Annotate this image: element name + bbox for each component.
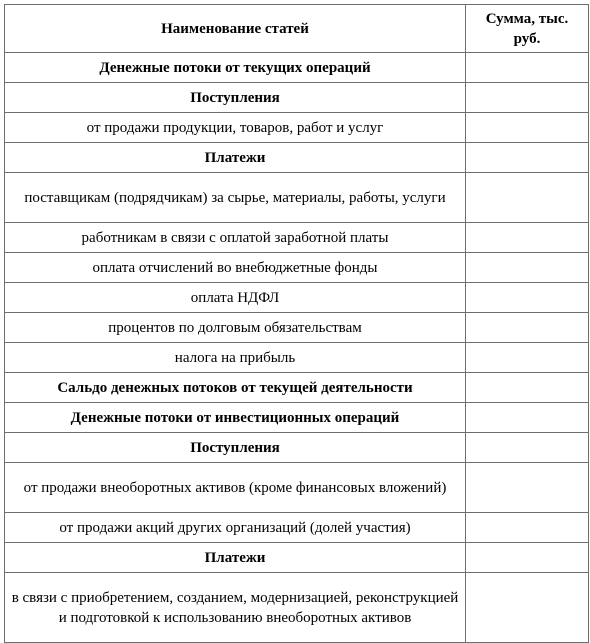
row-value[interactable] — [466, 223, 589, 253]
row-label: Платежи — [5, 543, 466, 573]
row-value[interactable] — [466, 83, 589, 113]
row-value[interactable] — [466, 403, 589, 433]
header-item-name: Наименование статей — [5, 5, 466, 53]
row-label: от продажи внеоборотных активов (кроме финансовых вложений) — [5, 463, 466, 513]
row-label: Сальдо денежных потоков от текущей деятельности — [5, 373, 466, 403]
row-value[interactable] — [466, 543, 589, 573]
row-label: Денежные потоки от текущих операций — [5, 53, 466, 83]
row-value[interactable] — [466, 173, 589, 223]
row-value[interactable] — [466, 313, 589, 343]
table-row — [5, 463, 589, 513]
table-row — [5, 113, 589, 143]
table-header-row — [5, 5, 589, 53]
table-row — [5, 253, 589, 283]
table-row — [5, 513, 589, 543]
table-row — [5, 173, 589, 223]
row-value[interactable] — [466, 143, 589, 173]
table-row — [5, 223, 589, 253]
row-value[interactable] — [466, 513, 589, 543]
row-label: Платежи — [5, 143, 466, 173]
row-value[interactable] — [466, 283, 589, 313]
row-value[interactable] — [466, 53, 589, 83]
row-label: Денежные потоки от инвестиционных операций — [5, 403, 466, 433]
row-value[interactable] — [466, 573, 589, 643]
table-row — [5, 373, 589, 403]
row-value[interactable] — [466, 433, 589, 463]
table-row — [5, 433, 589, 463]
table-row — [5, 403, 589, 433]
row-value[interactable] — [466, 373, 589, 403]
row-label: в связи с приобретением, созданием, модернизацией, реконструкцией и подготовкой к использованию внеоборотных активов — [5, 573, 466, 643]
header-sum: Сумма, тыс. руб. — [466, 5, 589, 53]
table-row — [5, 573, 589, 643]
cash-flow-table — [4, 4, 589, 643]
row-value[interactable] — [466, 463, 589, 513]
row-label: налога на прибыль — [5, 343, 466, 373]
row-label: оплата НДФЛ — [5, 283, 466, 313]
row-label: работникам в связи с оплатой заработной платы — [5, 223, 466, 253]
table-row — [5, 143, 589, 173]
row-label: поставщикам (подрядчикам) за сырье, материалы, работы, услуги — [5, 173, 466, 223]
row-label: Поступления — [5, 83, 466, 113]
row-label: Поступления — [5, 433, 466, 463]
row-label: от продажи акций других организаций (долей участия) — [5, 513, 466, 543]
row-value[interactable] — [466, 253, 589, 283]
row-value[interactable] — [466, 113, 589, 143]
row-label: процентов по долговым обязательствам — [5, 313, 466, 343]
table-row — [5, 543, 589, 573]
table-row — [5, 343, 589, 373]
table-row — [5, 83, 589, 113]
row-label: оплата отчислений во внебюджетные фонды — [5, 253, 466, 283]
table-row — [5, 53, 589, 83]
table-row — [5, 313, 589, 343]
row-label: от продажи продукции, товаров, работ и услуг — [5, 113, 466, 143]
table-row — [5, 283, 589, 313]
row-value[interactable] — [466, 343, 589, 373]
